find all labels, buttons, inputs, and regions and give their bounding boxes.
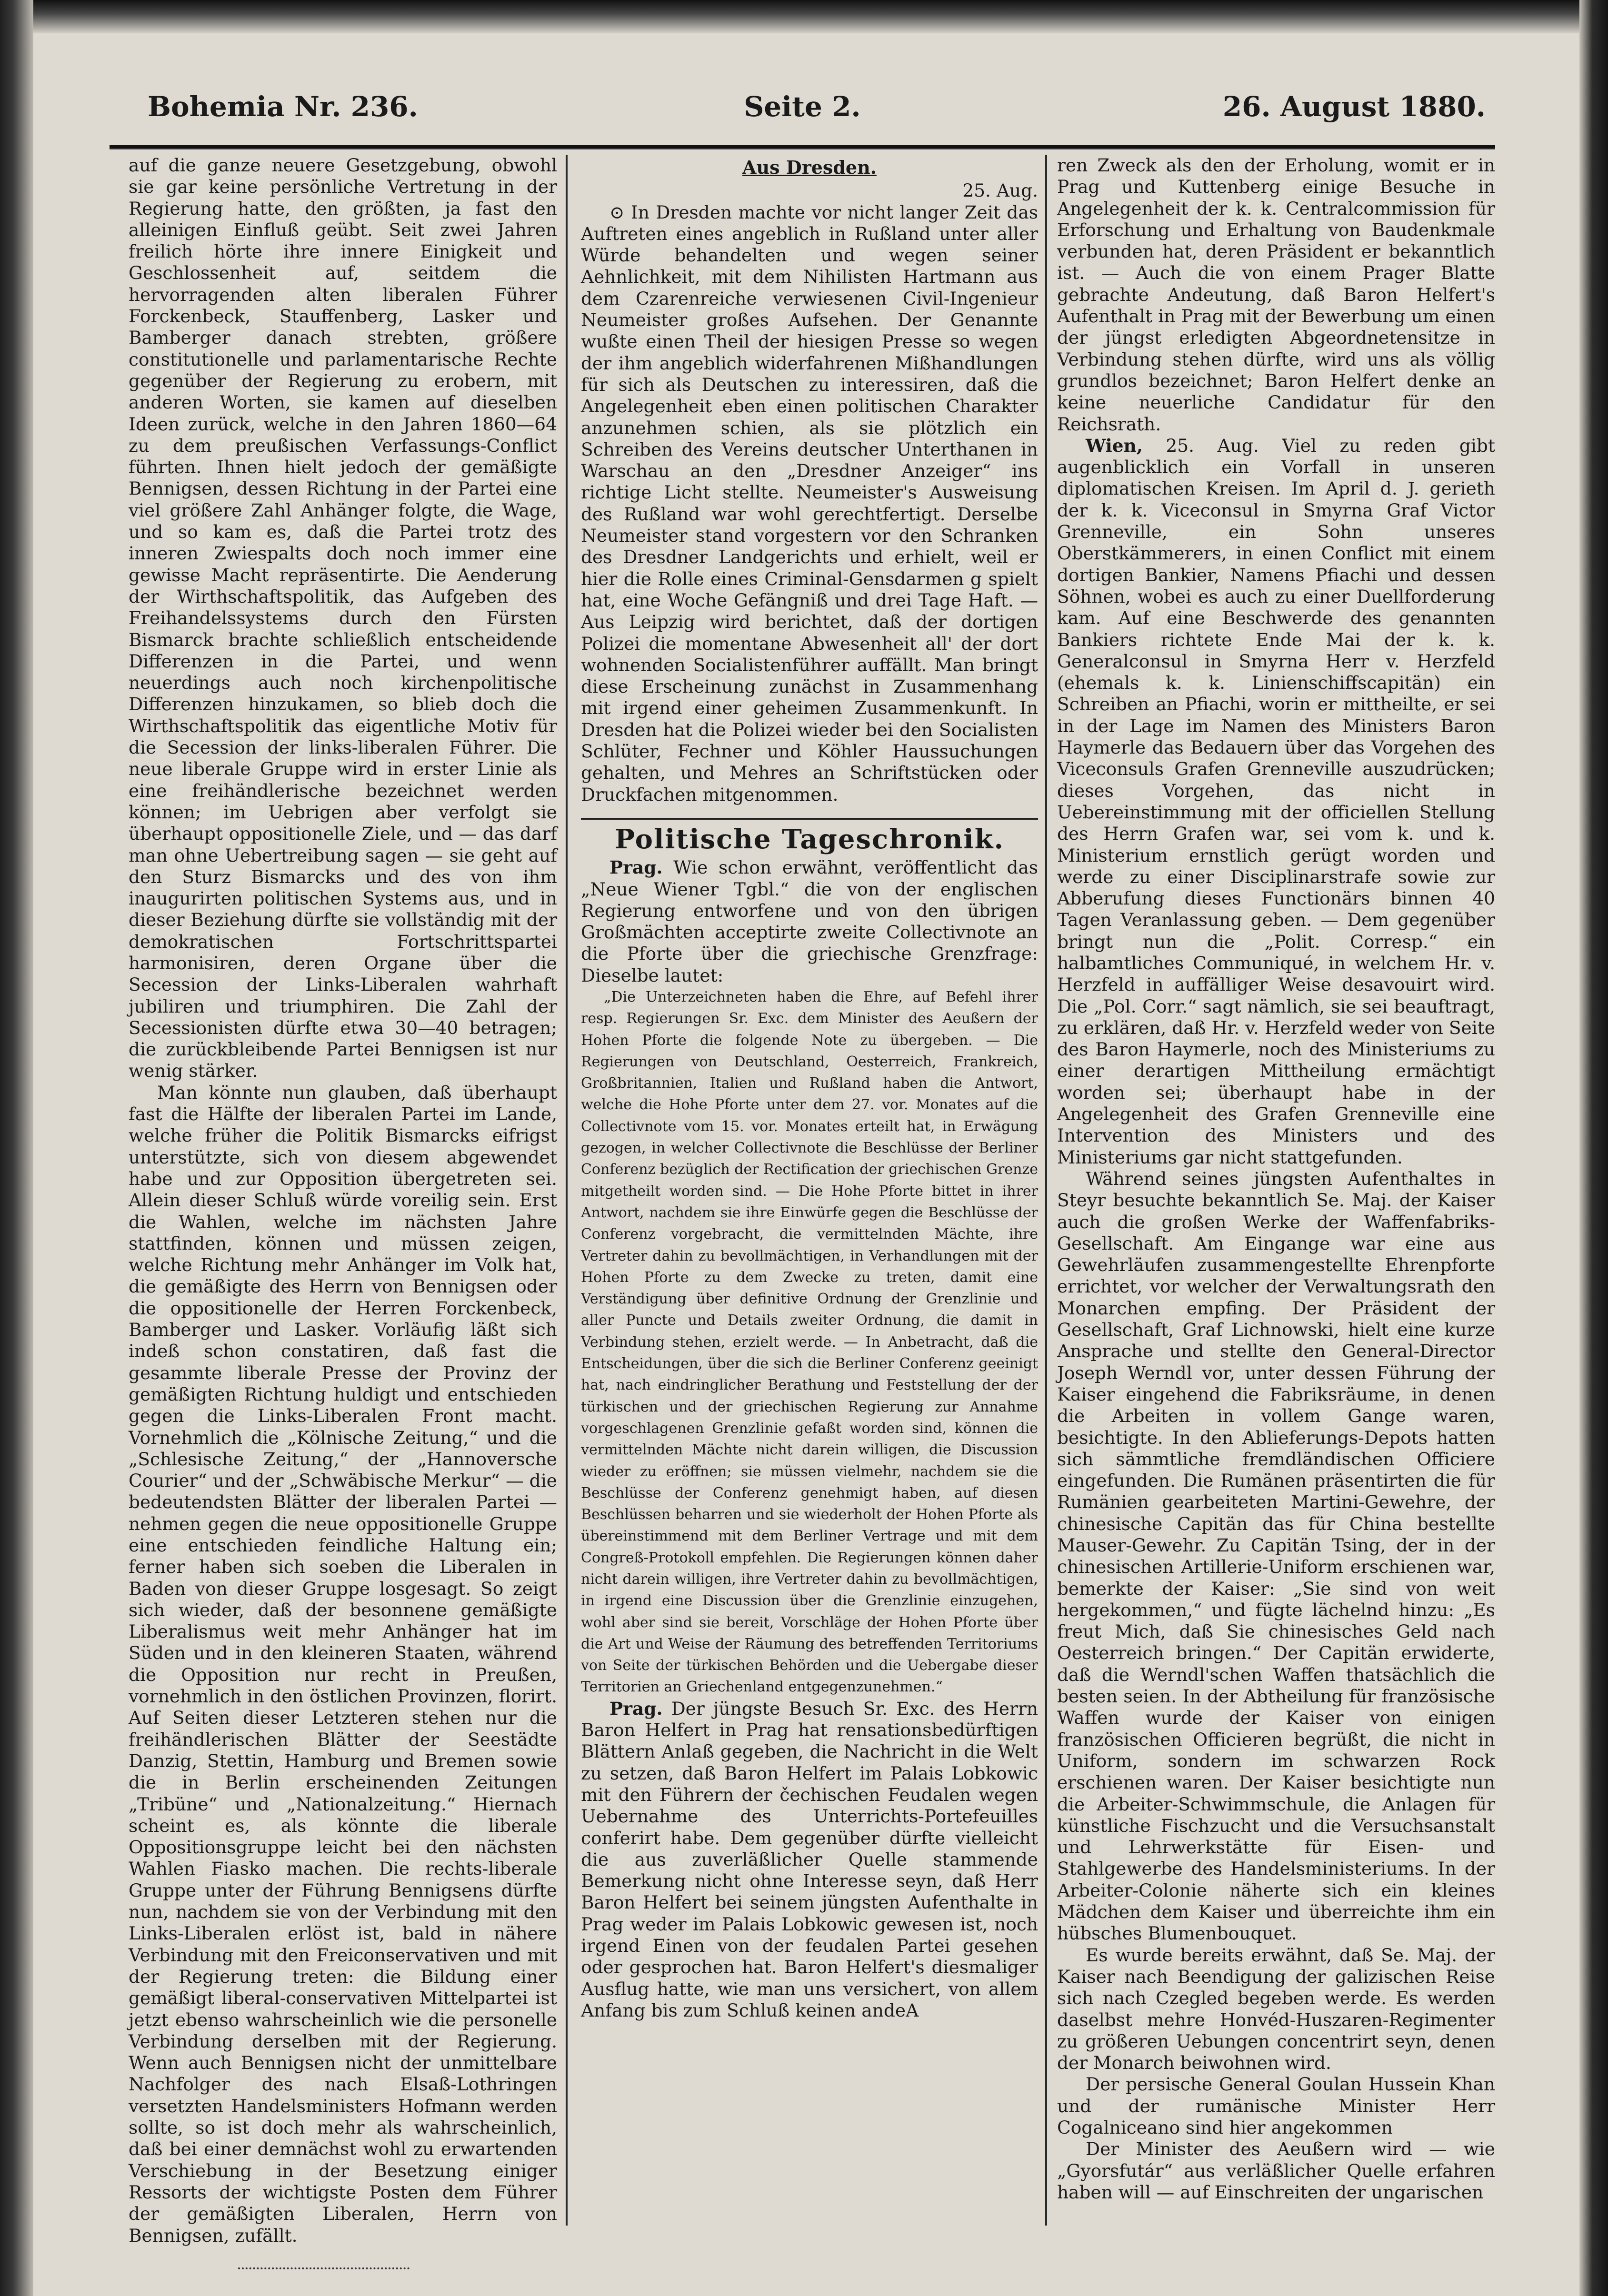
article-paragraph: Der Minister des Aeußern wird — wie „Gyorsfutár“ aus verläßlicher Quelle erfahren haben will — auf Einschreiten der ungarischen xyxy=(1057,2138,1495,2203)
issue-date: 26. August 1880. xyxy=(1222,90,1486,123)
article-text: Der jüngste Besuch Sr. Exc. des Herrn Baron Helfert in Prag hat rensationsbedürftigen Blättern Anlaß gegeben, die Nachricht in die Welt zu setzen, daß Baron Helfert im Palais Lobkowic mit den Führern der čechischen Feudalen wegen Uebernahme des Unterrichts-Portefeuilles conferirt habe. Dem gegenüber dürfte vielleicht die aus zuverläßlicher Quelle stammende Bemerkung nicht ohne Interesse seyn, daß Herr Baron Helfert bei seinem jüngsten Aufenthalte in Prag weder im Palais Lobkowic gewesen ist, noch irgend Einen von der feudalen Partei gesehen oder gesprochen hat. Baron Helfert's diesmaliger Ausflug hatte, wie man uns versichert, von allem Anfang bis zum Schluß keinen andeA xyxy=(581,1698,1039,2021)
article-paragraph xyxy=(581,1698,1038,2021)
placename: Prag. xyxy=(609,857,663,878)
article-paragraph: Man könnte nun glauben, daß überhaupt fast die Hälfte der liberalen Partei im Lande, welche früher die Politik Bismarcks eifrigst unterstützte, sich von diesem abgewendet habe und zur Opposition übergetreten sei. Allein dieser Schluß würde voreilig sein. Erst die Wahlen, welche im nächsten Jahre stattfinden, können und müssen zeigen, welche Richtung mehr Anhänger im Volk hat, die gemäßigte des Herrn von Bennigsen oder die oppositionelle der Herren Forckenbeck, Bamberger und Lasker. Vorläufig läßt sich indeß schon constatiren, daß fast die gesammte liberale Presse der Provinz der gemäßigten Richtung huldigt und entschieden gegen die Links-Liberalen Front macht. Vornehmlich die „Kölnische Zeitung,“ und die „Schlesische Zeitung,“ der „Hannoversche Courier“ und der „Schwäbische Merkur“ — die bedeutendsten Blätter der liberalen Partei — nehmen gegen die neue oppositionelle Gruppe eine entschieden feindliche Haltung ein; ferner haben sich soeben die Liberalen in Baden von dieser Gruppe losgesagt. So zeigt sich wieder, daß der besonnene gemäßigte Liberalismus weit mehr Anhänger hat im Süden und in den kleineren Staaten, während die Opposition nur recht in Preußen, vornehmlich in den östlichen Provinzen, florirt. Auf Seiten dieser Letzteren stehen nur die freihändlerischen Blätter der Seestädte Danzig, Stettin, Hamburg und Bremen sowie die in Berlin erscheinenden Zeitungen „Tribüne“ und „Nationalzeitung.“ Hiernach scheint es, als könnte die liberale Oppositionsgruppe leicht bei den nächsten Wahlen Fiasko machen. Die rechts-liberale Gruppe unter der Führung Bennigsens dürfte nun, nachdem sie von der Verbindung mit den Links-Liberalen erlöst ist, bald in nähere Verbindung mit den Freiconservativen und mit der Regierung treten: die Bildung einer gemäßigt liberal-conservativen Mittelpartei ist jetzt ebenso wahrscheinlich wie die personelle Verbindung derselben mit der Regierung. Wenn auch Bennigsen nicht der unmittelbare Nachfolger des nach Elsaß-Lothringen versetzten Handelsministers Hofmann werden sollte, so ist doch mehr als wahrscheinlich, daß bei einer demnächst wohl zu erwartenden Verschiebung in der Besetzung einiger Ressorts der wichtigste Posten dem Führer der gemäßigten Liberalen, Herrn von Bennigsen, zufällt. xyxy=(129,1082,557,2246)
newspaper-page xyxy=(110,83,1495,2246)
article-text: 25. Aug. Viel zu reden gibt augenblicklich ein Vorfall in unseren diplomatischen Kreisen. Im April d. J. gerieth der k. k. Viceconsul in Smyrna Graf Victor Grenneville, ein Sohn unseres Oberstkämmerers, in einen Conflict mit einem dortigen Bankier, Namens Pfiachi und dessen Söhnen, wobei es auch zu einer Duellforderung kam. Auf eine Beschwerde des genannten Bankiers richtete Ende Mai der k. k. Generalconsul in Smyrna Herr v. Herzfeld (ehemals k. k. Linienschiffscapitän) ein Schreiben an Pfiachi, worin er mittheilte, er sei in der Lage im Namen des Ministers Baron Haymerle das Bedauern über das Vorgehen des Viceconsuls Grafen Grenneville auszudrücken; dieses Vorgehen, das nicht in Uebereinstimmung mit der officiellen Stellung des Herrn Grafen war, sei vom k. und k. Ministerium ernstlich gerügt worden und werde zu einer Disciplinarstrafe sowie zur Abberufung dieses Functionärs binnen 40 Tagen Veranlassung geben. — Dem gegenüber bringt nun die „Polit. Corresp.“ ein halbamtliches Communiqué, in welchem Hr. v. Herzfeld in auffälliger Weise desavouirt wird. Die „Pol. Corr.“ sagt nämlich, sie sei beauftragt, zu erklären, daß Hr. v. Herzfeld weder von Seite des Baron Haymerle, noch des Ministeriums zu einer derartigen Mittheilung ermächtigt worden sei; überhaupt habe in der Angelegenheit des Grafen Grenneville eine Intervention des Ministers und des Ministeriums gar nicht stattgefunden. xyxy=(1057,435,1495,1168)
article-paragraph xyxy=(581,857,1038,986)
column-middle xyxy=(581,155,1038,2226)
section-title-politische-tageschronik: Politische Tageschronik. xyxy=(581,818,1038,850)
scan-edge-top xyxy=(0,0,1608,33)
scan-edge-right xyxy=(1579,0,1608,2296)
header-rule xyxy=(110,145,1495,149)
placename: Prag. xyxy=(609,1698,663,1719)
article-paragraph: Der persische General Goulan Hussein Khan und der rumänische Minister Herr Cogalniceano sind hier angekommen xyxy=(1057,2074,1495,2138)
page-number: Seite 2. xyxy=(744,90,861,123)
column-right xyxy=(1057,155,1495,2226)
placename: Wien, xyxy=(1086,435,1143,456)
page-header xyxy=(110,83,1495,136)
dateline: 25. Aug. xyxy=(962,180,1038,201)
scan-edge-left xyxy=(0,0,33,2296)
article-paragraph xyxy=(1057,435,1495,1168)
article-paragraph: Während seines jüngsten Aufenthaltes in Steyr besuchte bekanntlich Se. Maj. der Kaiser auch die großen Werke der Waffenfabriks-Gesellschaft. Am Eingange war eine aus Gewehrläufen zusammengestellte Ehrenpforte errichtet, vor welcher der Verwaltungsrath den Monarchen empfing. Der Präsident der Gesellschaft, Graf Lichnowski, hielt eine kurze Ansprache und stellte den General-Director Joseph Werndl vor, unter dessen Führung der Kaiser eingehend die Fabriksräume, in denen die Arbeiten in vollem Gange waren, besichtigte. In den Ablieferungs-Depots hatten sich sämmtliche fremdländischen Officiere eingefunden. Die Rumänen präsentirten die für Rumänien gearbeiteten Martini-Gewehre, der chinesische Capitän das für China bestellte Mauser-Gewehr. Zu Capitän Tsing, der in der chinesischen Artillerie-Uniform erschienen war, bemerkte der Kaiser: „Sie sind von weit hergekommen,“ und fügte lächelnd hinzu: „Es freut Mich, daß Sie chinesisches Geld nach Oesterreich bringen.“ Der Capitän erwiderte, daß die Werndl'schen Waffen thatsächlich die besten seien. In der Abtheilung für französische Waffen wurde der Kaiser von einigen französischen Officieren begrüßt, die nicht in Uniform, sondern im schwarzen Rock erschienen waren. Der Kaiser besichtigte nun die Arbeiter-Schwimmschule, die Anlagen für künstliche Fischzucht und die Versuchsanstalt und Lehrwerkstätte für Eisen- und Stahlgewerbe des Handelsministeriums. In der Arbeiter-Colonie näherte sich ein kleines Mädchen dem Kaiser und überreichte ihm ein hübsches Blumenbouquet. xyxy=(1057,1168,1495,1944)
section-heading-dresden: Aus Dresden. xyxy=(742,157,877,178)
article-paragraph: auf die ganze neuere Gesetzgebung, obwohl sie gar keine persönliche Vertretung in der Regierung hatte, den größten, ja fast den alleinigen Einfluß geübt. Seit zwei Jahren freilich hörte ihre innere Einigkeit und Geschlossenheit auf, seitdem die hervorragenden alten liberalen Führer Forckenbeck, Stauffenberg, Lasker und Bamberger danach strebten, größere constitutionelle und parlamentarische Rechte gegenüber der Regierung zu erobern, mit anderen Worten, sie kamen auf dieselben Ideen zurück, welche in den Jahren 1860—64 zu dem preußischen Verfassungs-Conflict führten. Ihnen hielt jedoch der gemäßigte Bennigsen, dessen Richtung in der Partei eine viel größere Zahl Anhänger folgte, die Wage, und so kam es, daß die Partei trotz des inneren Zwiespalts doch noch immer eine gewisse Macht repräsentirte. Die Aenderung der Wirthschaftspolitik, das Aufgeben des Freihandelssystems durch den Fürsten Bismarck brachte schließlich entscheidende Differenzen in die Partei, und wenn neuerdings auch noch kirchenpolitische Differenzen hinzukamen, so blieb doch die Wirthschaftspolitik das eigentliche Motiv für die Secession der links-liberalen Führer. Die neue liberale Gruppe wird in erster Linie als eine freihändlerische bezeichnet werden können; im Uebrigen aber verfolgt sie überhaupt oppositionelle Ziele, und — das darf man ohne Uebertreibung sagen — sie geht auf den Sturz Bismarcks und des von ihm inaugurirten politischen Systems aus, und in dieser Beziehung dürfte sie vollständig mit der demokratischen Fortschrittspartei harmonisiren, deren Organe über die Secession der Links-Liberalen wahrhaft jubiliren und triumphiren. Die Zahl der Secessionisten dürfte etwa 30—40 betragen; die zurückbleibende Partei Bennigsen ist nur wenig stärker. xyxy=(129,155,557,1082)
diplomatic-note: „Die Unterzeichneten haben die Ehre, auf Befehl ihrer resp. Regierungen Sr. Exc. dem Minister des Aeußern der Hohen Pforte die folgende Note zu übergeben. — Die Regierungen von Deutschland, Oesterreich, Frankreich, Großbritannien, Italien und Rußland haben die Antwort, welche die Hohe Pforte unter dem 27. vor. Monates auf die Collectivnote vom 15. vor. Monates erteilt hat, in Erwägung gezogen, in welcher Collectivnote die Beschlüsse der Berliner Conferenz bezüglich der Rectification der griechischen Grenze mitgetheilt worden sind. — Die Hohe Pforte bittet in ihrer Antwort, nachdem sie ihre Einwürfe gegen die Beschlüsse der Conferenz vorgebracht, die vermittelnden Mächte, ihre Vertreter dahin zu bevollmächtigen, in Verhandlungen mit der Hohen Pforte zu dem Zwecke zu treten, damit eine Verständigung über definitive Ordnung der Grenzlinie und aller Puncte und Details zweiter Ordnung, die damit in Verbindung stehen, erzielt werde. — In Anbetracht, daß die Entscheidungen, über die sich die Berliner Conferenz geeinigt hat, nach eindringlicher Berathung und Feststellung der der türkischen und der griechischen Regierung zur Annahme vorgeschlagenen Grenzlinie gefaßt worden sind, können die vermittelnden Mächte nicht darein willigen, die Discussion wieder zu eröffnen; sie müssen vielmehr, nachdem sie die Beschlüsse der Conferenz genehmigt haben, auf diesen Beschlüssen beharren und sie wiederholt der Hohen Pforte als übereinstimmend mit dem Berliner Vertrage und mit dem Congreß-Protokoll empfehlen. Die Regierungen können daher nicht darein willigen, ihre Vertreter dahin zu bevollmächtigen, in irgend eine Discussion über die Grenzlinie einzugehen, wohl aber sind sie bereit, Vorschläge der Hohen Pforte über die Art und Weise der Räumung des betreffenden Territoriums von Seite der türkischen Behörden und die Uebergabe dieser Territorien an Griechenland entgegenzunehmen.“ xyxy=(581,988,1038,1696)
article-paragraph: Es wurde bereits erwähnt, daß Se. Maj. der Kaiser nach Beendigung der galizischen Reise sich nach Czegled begeben werde. Es werden daselbst mehre Honvéd-Huszaren-Regimenter zu größeren Uebungen concentrirt seyn, denen der Monarch beiwohnen wird. xyxy=(1057,1944,1495,2074)
column-divider xyxy=(566,155,568,2226)
article-end-ornament xyxy=(238,2261,409,2269)
article-paragraph: ⊙ In Dresden machte vor nicht langer Zeit das Auftreten eines angeblich in Rußland unter aller Würde behandelten und wegen seiner Aehnlichkeit, mit dem Nihilisten Hartmann aus dem Czarenreiche verwiesenen Civil-Ingenieur Neumeister großes Aufsehen. Der Genannte wußte einen Theil der hiesigen Presse so wegen der ihm angeblich widerfahrenen Mißhandlungen für sich als Deutschen zu interessiren, daß die Angelegenheit eben einen politischen Charakter anzunehmen schien, als sie plötzlich ein Schreiben des Vereins deutscher Unterthanen in Warschau an den „Dresdner Anzeiger“ ins richtige Licht stellte. Neumeister's Ausweisung des Rußland war wohl gerechtfertigt. Derselbe Neumeister stand vorgestern vor den Schranken des Dresdner Landgerichts und erhielt, weil er hier die Rolle eines Criminal-Gensdarmen g spielt hat, eine Woche Gefängniß und drei Tage Haft. — Aus Leipzig wird berichtet, daß der dortigen Polizei die momentane Abwesenheit all' der dort wohnenden Socialistenführer auffällt. Man bringt diese Erscheinung zunächst in Zusammenhang mit irgend einer geheimen Zusammenkunft. In Dresden hat die Polizei wieder bei den Socialisten Schlüter, Fechner und Köhler Haussuchungen gehalten, und Mehres an Schriftstücken oder Druckfachen mitgenommen. xyxy=(581,201,1038,805)
masthead-issue: Bohemia Nr. 236. xyxy=(148,90,418,123)
column-left xyxy=(129,155,557,2246)
article-paragraph: ren Zweck als den der Erholung, womit er in Prag und Kuttenberg einige Besuche in Angelegenheit der k. k. Centralcommission für Erforschung und Erhaltung von Baudenkmale verbunden hat, deren Präsident er bekanntlich ist. — Auch die von einem Prager Blatte gebrachte Andeutung, daß Baron Helfert's Aufenthalt in Prag mit der Bewerbung um einen der jüngst erledigten Abgeordnetensitze in Verbindung stehen dürfte, wird uns als völlig grundlos bezeichnet; Baron Helfert denke an keine neuerliche Candidatur für den Reichsrath. xyxy=(1057,155,1495,435)
column-divider xyxy=(1045,155,1047,2226)
article-text: Wie schon erwähnt, veröffentlicht das „Neue Wiener Tgbl.“ die von der englischen Regierung entworfene und von den übrigen Großmächten acceptirte zweite Collectivnote an die Pforte über die griechische Grenzfrage: Dieselbe lautet: xyxy=(581,857,1039,986)
